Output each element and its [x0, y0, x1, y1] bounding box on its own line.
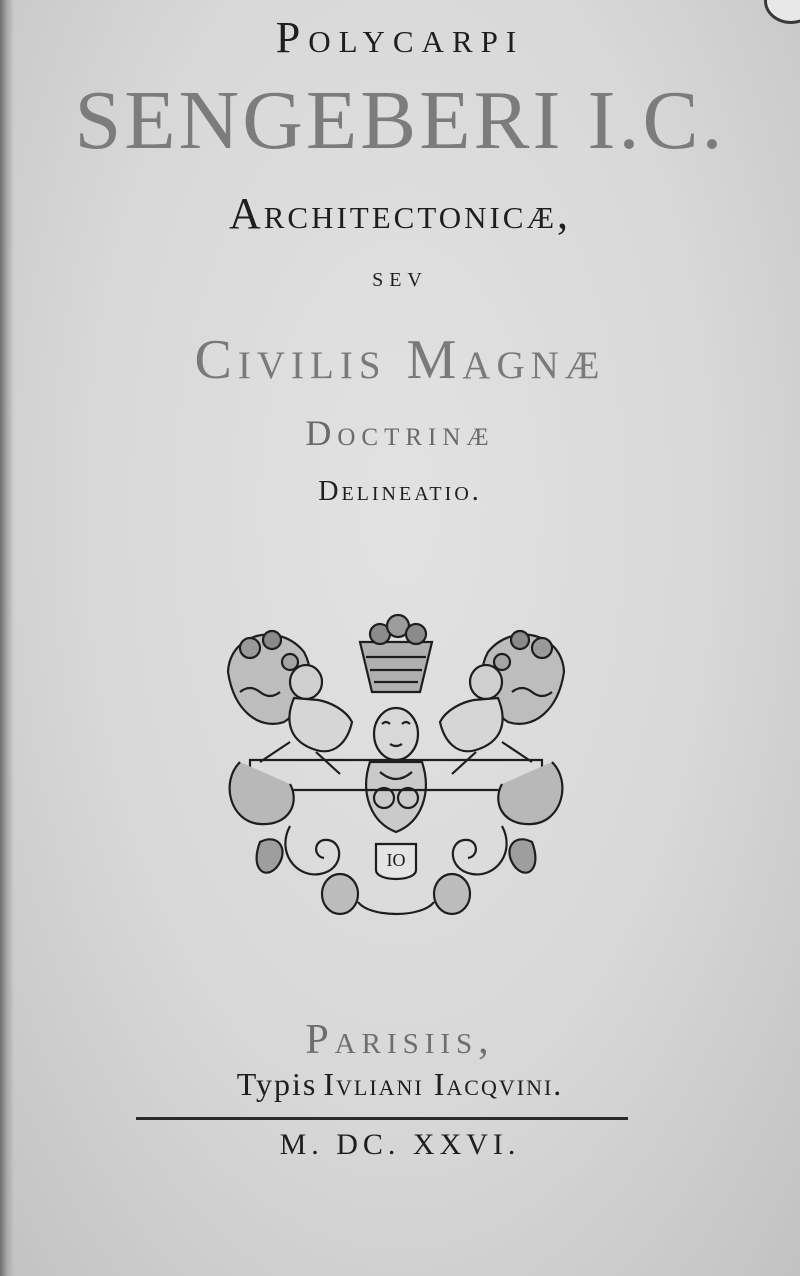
author-surname: SENGEBERI I.C. — [74, 74, 726, 167]
imprint-printer-line — [0, 1066, 800, 1103]
printer-device-woodcut-icon — [220, 612, 572, 924]
title-line-doctrinae: Doctrinæ — [305, 413, 495, 453]
imprint-year: M. DC. XXVI. — [279, 1128, 521, 1161]
imprint-typis: Typis — [236, 1066, 318, 1102]
title-line-civilis-magnae: Civilis Magnæ — [194, 329, 606, 391]
ornament-monogram: IO — [386, 850, 406, 870]
author-first-name: Polycarpi — [275, 13, 525, 62]
title-line-delineatio: Delineatio. — [318, 476, 482, 507]
title-line-seu: sev — [372, 262, 428, 293]
imprint-place: Parisiis, — [305, 1017, 495, 1063]
imprint-printer-name: Ivliani Iacqvini. — [323, 1066, 564, 1102]
title-line-architectonicae: Architectonicæ, — [228, 189, 572, 238]
imprint-rule — [136, 1117, 628, 1120]
